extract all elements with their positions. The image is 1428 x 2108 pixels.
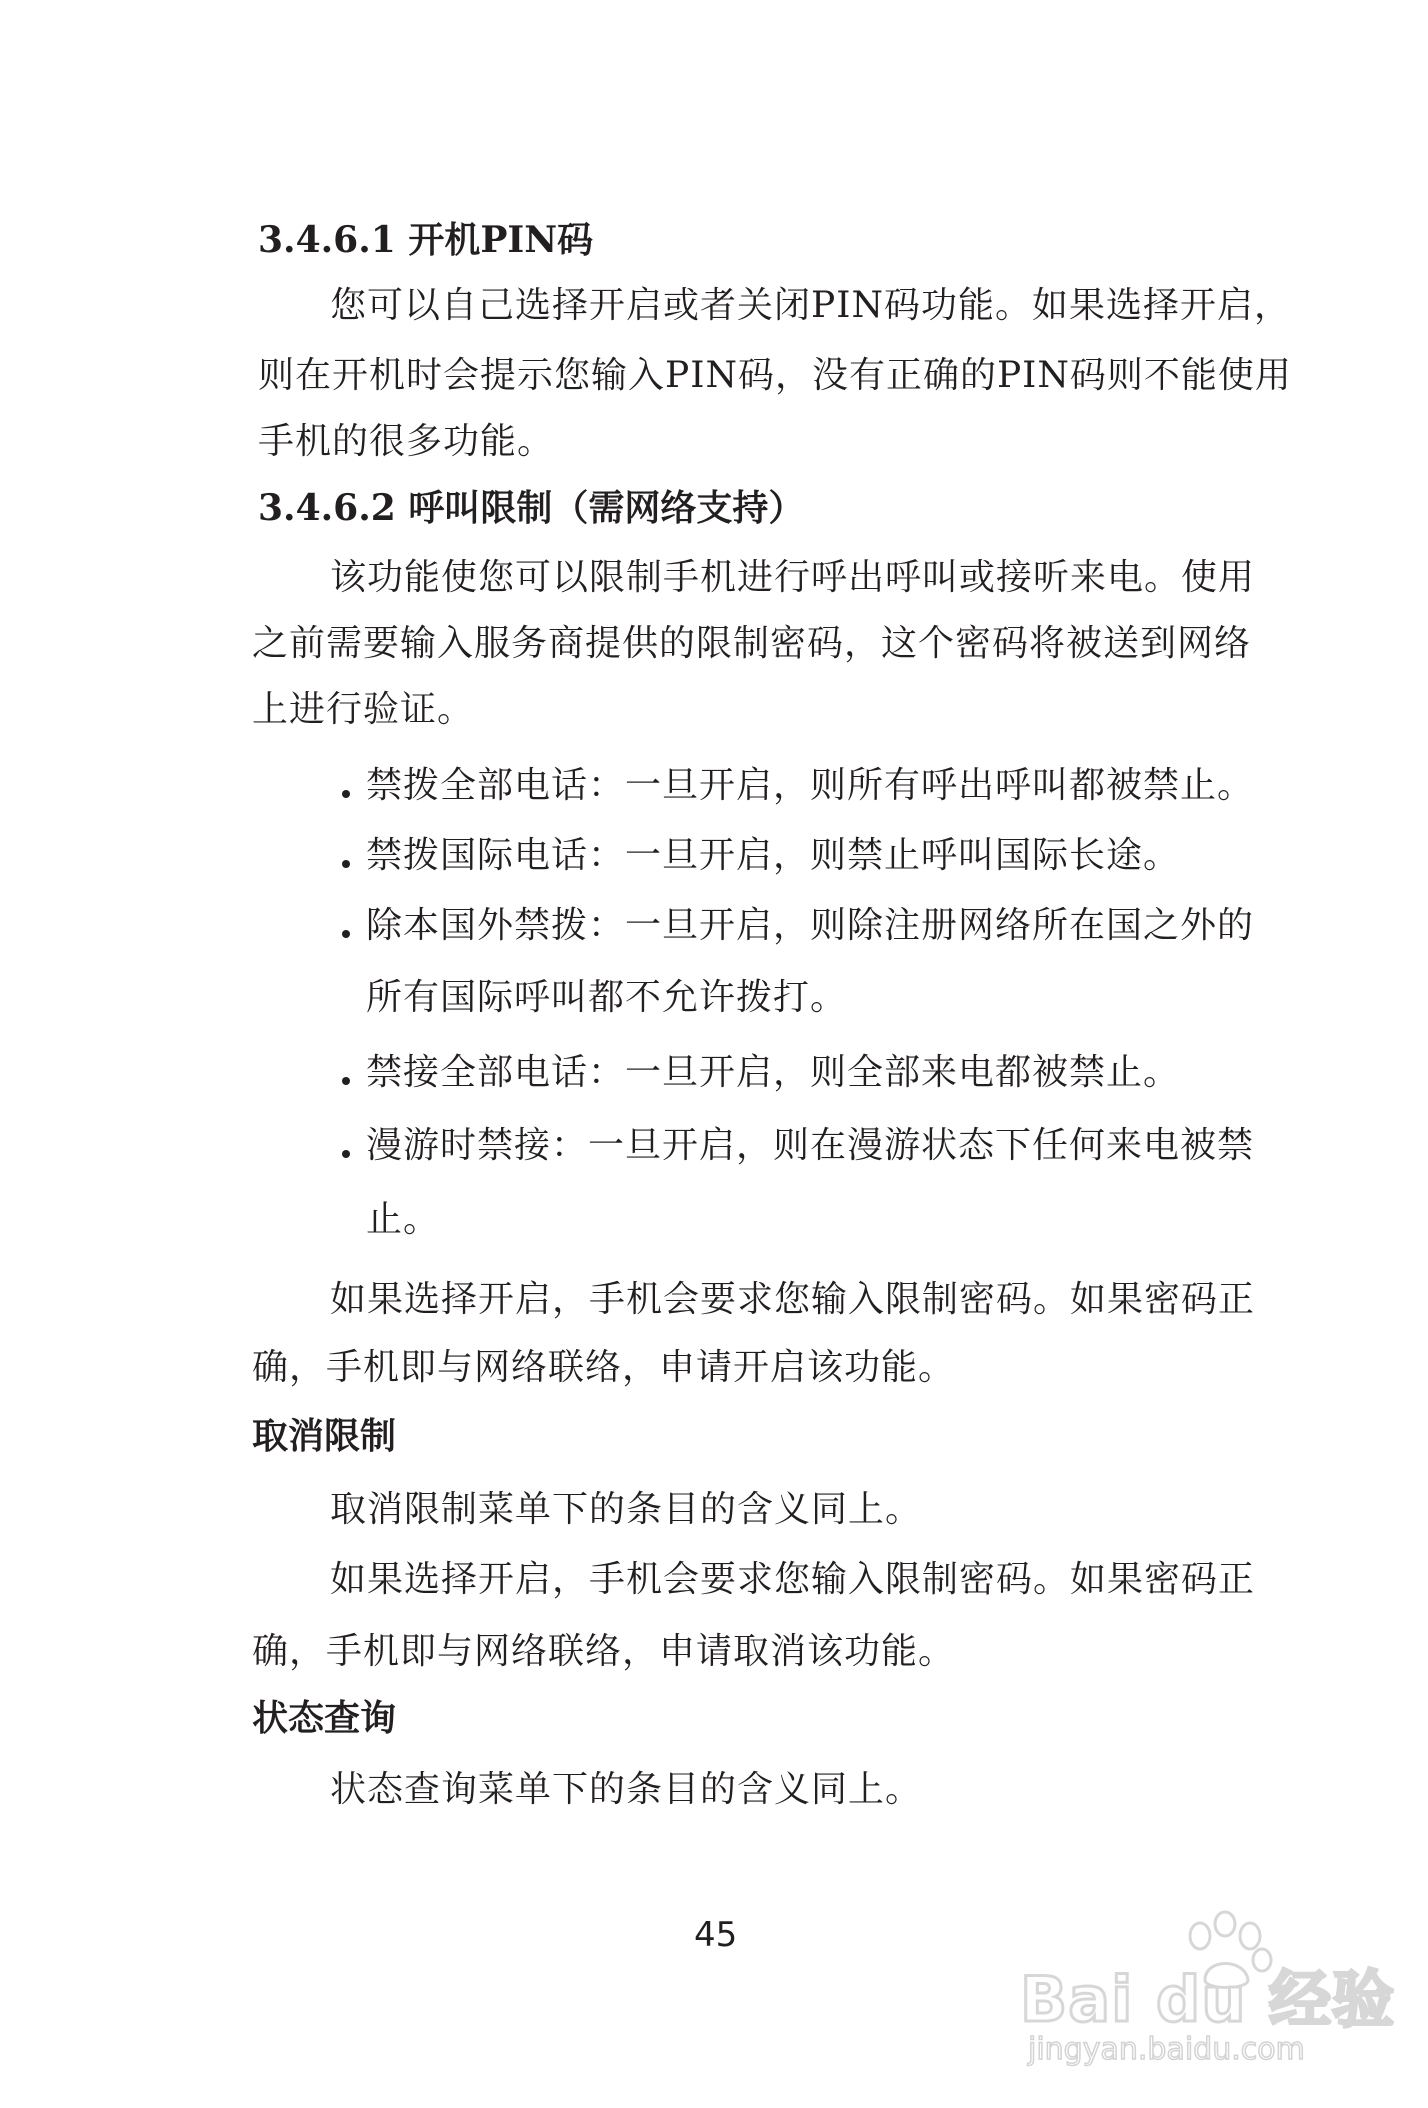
bullet-dot xyxy=(342,860,350,868)
bullet-item: 禁拨国际电话：一旦开启，则禁止呼叫国际长途。 xyxy=(366,835,1181,876)
section-heading-status-query: 状态查询 xyxy=(252,1697,397,1739)
bullet-dot xyxy=(342,790,350,798)
paragraph-line: 取消限制菜单下的条目的含义同上。 xyxy=(330,1489,923,1530)
paragraph-line: 手机的很多功能。 xyxy=(258,421,555,462)
page-number: 45 xyxy=(694,1915,738,1955)
paragraph-line: 之前需要输入服务商提供的限制密码，这个密码将被送到网络 xyxy=(252,623,1252,664)
bullet-item-continuation: 止。 xyxy=(366,1199,441,1240)
paragraph-line: 上进行验证。 xyxy=(252,689,475,730)
paragraph-line: 则在开机时会提示您输入PIN码，没有正确的PIN码则不能使用 xyxy=(258,355,1292,396)
watermark-logo-text: Bai du 经验 xyxy=(1020,1963,1396,2036)
paragraph-line: 确，手机即与网络联络，申请取消该功能。 xyxy=(252,1631,956,1672)
paragraph-line: 如果选择开启，手机会要求您输入限制密码。如果密码正 xyxy=(330,1279,1256,1320)
bullet-dot xyxy=(342,1150,350,1158)
section-heading-cancel-barring: 取消限制 xyxy=(252,1415,397,1457)
paragraph-line: 该功能使您可以限制手机进行呼出呼叫或接听来电。使用 xyxy=(330,557,1256,598)
bullet-dot xyxy=(342,930,350,938)
paragraph-line: 状态查询菜单下的条目的含义同上。 xyxy=(330,1769,923,1810)
bullet-dot xyxy=(342,1077,350,1085)
section-heading-call-barring: 3.4.6.2 呼叫限制（需网络支持） xyxy=(258,487,805,529)
bullet-item-continuation: 所有国际呼叫都不允许拨打。 xyxy=(366,977,848,1018)
bullet-item: 除本国外禁拨：一旦开启，则除注册网络所在国之外的 xyxy=(366,905,1255,946)
section-heading-pin: 3.4.6.1 开机PIN码 xyxy=(258,219,594,261)
bullet-item: 漫游时禁接：一旦开启，则在漫游状态下任何来电被禁 xyxy=(366,1125,1255,1166)
paragraph-line: 您可以自己选择开启或者关闭PIN码功能。如果选择开启， xyxy=(330,285,1291,326)
baidu-jingyan-watermark xyxy=(1020,1910,1400,2100)
watermark-url: jingyan.baidu.com xyxy=(1028,2032,1305,2067)
bullet-item: 禁拨全部电话：一旦开启，则所有呼出呼叫都被禁止。 xyxy=(366,765,1255,806)
paragraph-line: 如果选择开启，手机会要求您输入限制密码。如果密码正 xyxy=(330,1559,1256,1600)
paragraph-line: 确，手机即与网络联络，申请开启该功能。 xyxy=(252,1347,956,1388)
bullet-item: 禁接全部电话：一旦开启，则全部来电都被禁止。 xyxy=(366,1052,1181,1093)
